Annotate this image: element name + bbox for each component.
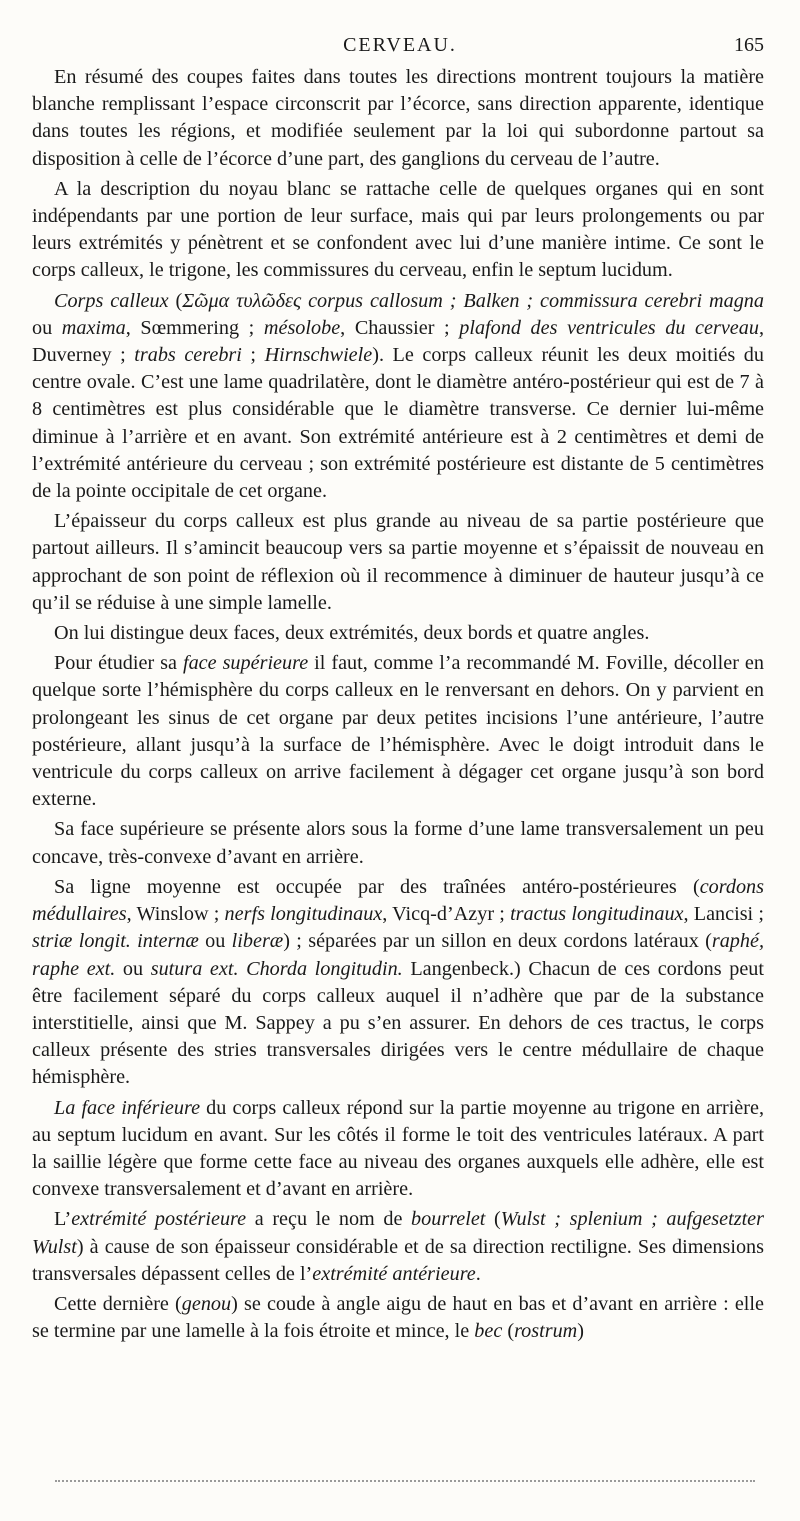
bottom-rule [55, 1480, 755, 1482]
paragraph [32, 1206, 764, 1288]
body-text [32, 64, 764, 1348]
text-run: ( [485, 1208, 501, 1231]
italic-text-run: Corps calleux [54, 289, 169, 312]
italic-text-run: Hirnschwiele [264, 344, 373, 367]
italic-text-run: plafond des ventricules du cerveau [459, 316, 759, 339]
paragraph [32, 176, 764, 285]
text-run: ) à cause de son épaisseur considérable et de sa direction rectiligne. Ses dimensions transversales dépassent celles de l’ [32, 1235, 764, 1285]
running-head [0, 34, 800, 60]
paragraph [32, 1095, 764, 1204]
text-run: On lui distingue deux faces, deux extrémités, deux bords et quatre angles. [54, 622, 650, 645]
text-run: , Lancisi ; [683, 903, 764, 926]
text-run: L’épaisseur du corps calleux est plus grande au niveau de sa partie postérieure que partout ailleurs. Il s’amincit beaucoup vers sa partie moyenne et s’épaissit de nouveau en approchant de son point de réflexion où il recommence à diminuer de hauteur jusqu’à ce qu’il se réduise à une simple lamelle. [32, 510, 764, 614]
text-run: , Duverney ; [32, 316, 764, 367]
paragraph [32, 1291, 764, 1345]
page-number: 165 [734, 34, 764, 56]
text-run: Langenbeck.) Chacun de ces cordons peut être facilement séparé du corps calleux auquel il n’adhère que par de la substance interstitielle, ainsi que M. Sappey a pu s’en assurer. En dehors de ces tractus, le corps calleux présente des stries transversales dirigées vers le centre médullaire de chaque hémisphère. [32, 957, 764, 1089]
text-run: ). Le corps calleux réunit les deux moitiés du centre ovale. C’est une lame quadrilatère, dont le diamètre antéro-postérieur qui est de 7 à 8 centimètres est plus considérable que le diamètre transverse. Ce dernier lui-même diminue à l’arrière et en avant. Son extrémité antérieure est à 2 centimètres et demi de l’extrémité antérieure du cerveau ; son extrémité postérieure est distante de 5 centimètres de la pointe occipitale de cet organe. [32, 344, 764, 503]
italic-text-run: face supérieure [182, 652, 309, 675]
italic-text-run: raphé, raphe ext. [32, 930, 764, 980]
running-title: CERVEAU. [343, 34, 457, 56]
paragraph [32, 64, 764, 173]
text-run: A la description du noyau blanc se rattache celle de quelques organes qui en sont indépendants par une portion de leur surface, mais qui par leurs prolongements ou par leurs extrémités y pénètrent et se confondent avec lui d’une manière intime. Ce sont le corps calleux, le trigone, les commissures du cerveau, enfin le septum lucidum. [32, 177, 764, 282]
text-run: Sa ligne moyenne est occupée par des traînées antéro-postérieures ( [54, 875, 700, 898]
italic-text-run: mésolobe [263, 316, 341, 339]
text-run: En résumé des coupes faites dans toutes les directions montrent toujours la matière blanche remplissant l’espace circonscrit par l’écorce, sans direction apparente, identique dans toutes les régions, et modifiée seulement par la loi qui subordonne partout sa disposition à celle de l’écorce d’une part, des ganglions du cerveau de l’autre. [32, 66, 764, 170]
text-run: L’ [54, 1208, 72, 1231]
italic-text-run: striæ longit. internæ [32, 930, 199, 953]
italic-text-run: bec [474, 1320, 503, 1343]
text-run: Cette dernière ( [54, 1292, 182, 1315]
text-run: . [475, 1262, 481, 1285]
italic-text-run: extrémité postérieure [71, 1208, 247, 1231]
paragraph [32, 508, 764, 617]
text-run: ( [502, 1320, 515, 1343]
text-run: ; [241, 344, 265, 367]
text-run: il faut, comme l’a recommandé M. Foville, décoller en quelque sorte l’hémisphère du corps calleux en le renversant en dehors. On y parvient en prolongeant les sinus de cet organe par deux petites incisions l’une antérieure, l’autre postérieure, allant jusqu’à la surface de l’hémisphère. Avec le doigt introduit dans le ventricule du corps calleux on arrive facilement à dégager cet organe jusqu’à son bord externe. [32, 652, 764, 811]
text-run: ou [115, 957, 151, 980]
text-run: ) se coude à angle aigu de haut en bas et d’avant en arrière : elle se termine par une lamelle à la fois étroite et mince, le [32, 1292, 764, 1343]
paragraph [32, 620, 764, 647]
text-run: ) [577, 1320, 584, 1343]
text-run: ou [32, 316, 62, 339]
text-run: , Winslow ; [126, 903, 225, 926]
italic-text-run: tractus longitudinaux [510, 903, 684, 926]
italic-text-run: maxima [61, 316, 126, 339]
italic-text-run: genou [181, 1292, 232, 1315]
text-run: ) ; séparées par un sillon en deux cordons latéraux ( [283, 930, 712, 953]
italic-text-run: bourrelet [411, 1208, 486, 1231]
text-run: , Chaussier ; [340, 316, 460, 339]
italic-text-run: nerfs longitudinaux [224, 903, 383, 926]
text-run: a reçu le nom de [246, 1208, 412, 1231]
text-run: Pour étudier sa [54, 652, 183, 675]
text-run: ( [168, 289, 183, 312]
paragraph [32, 288, 764, 506]
italic-text-run: liberæ [231, 930, 284, 953]
text-run: Sa face supérieure se présente alors sous la forme d’une lame transversalement un peu concave, très-convexe d’avant en arrière. [32, 818, 764, 868]
italic-text-run: cordons médullaires [32, 875, 764, 926]
text-run: du corps calleux répond sur la partie moyenne au trigone en arrière, au septum lucidum en avant. Sur les côtés il forme le toit des ventricules latéraux. A part la saillie légère que forme cette face au niveau des organes auxquels elle adhère, elle est convexe transversalement et d’avant en arrière. [32, 1096, 764, 1201]
paragraph [32, 816, 764, 870]
italic-text-run: La face inférieure [54, 1096, 201, 1119]
paragraph [32, 874, 764, 1092]
italic-text-run: Σῶμα τυλῶδες corpus callosum ; Balken ; commissura cerebri magna [182, 289, 764, 312]
italic-text-run: trabs cerebri [134, 344, 242, 367]
italic-text-run: extrémité antérieure [312, 1262, 476, 1285]
text-run: , Sœmmering ; [125, 316, 264, 339]
italic-text-run: sutura ext. Chorda longitudin. [150, 957, 403, 980]
text-run: , Vicq-d’Azyr ; [382, 903, 511, 926]
text-run: ou [198, 930, 232, 953]
paragraph [32, 650, 764, 813]
italic-text-run: Wulst ; splenium ; aufgesetzter Wulst [32, 1208, 764, 1258]
italic-text-run: rostrum [514, 1320, 578, 1343]
